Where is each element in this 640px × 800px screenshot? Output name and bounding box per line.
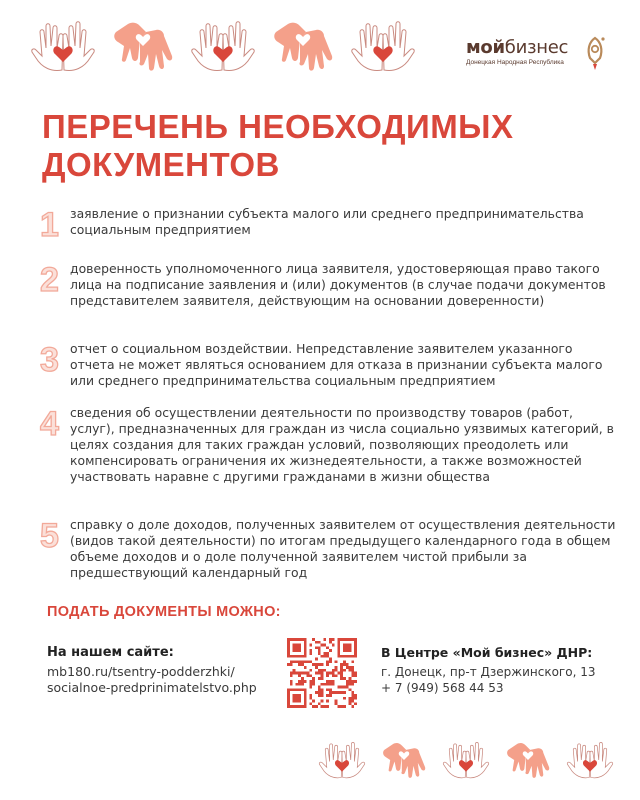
item-text: доверенность уполномоченного лица заявителя, удостоверяющая право такого лица на подписание заявления и (или) документов (в случае подачи документов представителем заявителя, действующим на основании доверенности)	[70, 261, 606, 308]
center-phone[interactable]: + 7 (949) 568 44 53	[381, 681, 504, 695]
moi-biznes-logo	[466, 38, 616, 86]
item-text: справку о доле доходов, полученных заявителем от осуществления деятельности (видов такой деятельности) по итогам предыдущего календарного года в общем объеме доходов и о доле полученной заявителем чистой прибыли за предшествующий календарный год	[70, 517, 616, 580]
item-number: 3	[40, 341, 59, 379]
logo-wordmark	[466, 38, 568, 58]
item-text: отчет о социальном воздействии. Непредставление заявителем указанного отчета не может являться основанием для отказа в признании субъекта малого или среднего предпринимательства социальным предприятием	[70, 341, 603, 388]
item-number: 1	[40, 206, 59, 244]
item-number: 2	[40, 261, 59, 299]
list-item	[40, 261, 618, 309]
hands-heart-outline-icon	[442, 738, 490, 782]
page-title: ПЕРЕЧЕНЬ НЕОБХОДИМЫХ ДОКУМЕНТОВ	[42, 108, 514, 183]
submit-heading: ПОДАТЬ ДОКУМЕНТЫ МОЖНО:	[47, 604, 281, 620]
hands-heart-outline-icon	[566, 738, 614, 782]
item-number: 5	[40, 517, 59, 555]
qr-code-icon[interactable]	[287, 638, 357, 708]
item-text: заявление о признании субъекта малого или среднего предпринимательства социальным предприятием	[70, 206, 584, 237]
website-url-line2[interactable]: socialnoe-predprinimatelstvo.php	[47, 680, 257, 695]
list-item	[40, 341, 618, 389]
hands-heart-outline-icon	[30, 18, 96, 74]
website-label: На нашем сайте:	[47, 645, 174, 660]
hands-heart-outline-icon	[190, 18, 256, 74]
logo-subtitle: Донецкая Народная Республика	[466, 59, 564, 66]
list-item	[40, 405, 618, 485]
item-number: 4	[40, 405, 59, 443]
website-url-line1[interactable]: mb180.ru/tsentry-podderzhki/	[47, 664, 235, 679]
list-item	[40, 206, 618, 242]
logo-word-bold: мой	[466, 37, 505, 58]
decorative-hands-bottom	[318, 738, 614, 782]
center-label: В Центре «Мой бизнес» ДНР:	[381, 645, 593, 660]
decorative-hands-top	[30, 18, 416, 74]
hands-heart-filled-icon	[504, 738, 552, 782]
logo-word-regular: бизнес	[504, 37, 569, 58]
center-address: г. Донецк, пр-т Дзержинского, 13	[381, 665, 596, 679]
hands-heart-filled-icon	[380, 738, 428, 782]
item-text: сведения об осуществлении деятельности по производству товаров (работ, услуг), предназначенных для граждан из числа социально уязвимых категорий, в целях создания для таких граждан условий, позволяющих преодолеть или компенсировать ограничения их жизнедеятельности, а также возможностей участвовать наравне с другими гражданами в жизни общества	[70, 405, 614, 484]
website-block	[47, 645, 277, 696]
list-item	[40, 517, 618, 581]
hands-heart-outline-icon	[350, 18, 416, 74]
hands-heart-outline-icon	[318, 738, 366, 782]
hands-heart-filled-icon	[270, 18, 336, 74]
rocket-pin-icon	[584, 36, 606, 72]
center-block	[381, 645, 631, 696]
hands-heart-filled-icon	[110, 18, 176, 74]
